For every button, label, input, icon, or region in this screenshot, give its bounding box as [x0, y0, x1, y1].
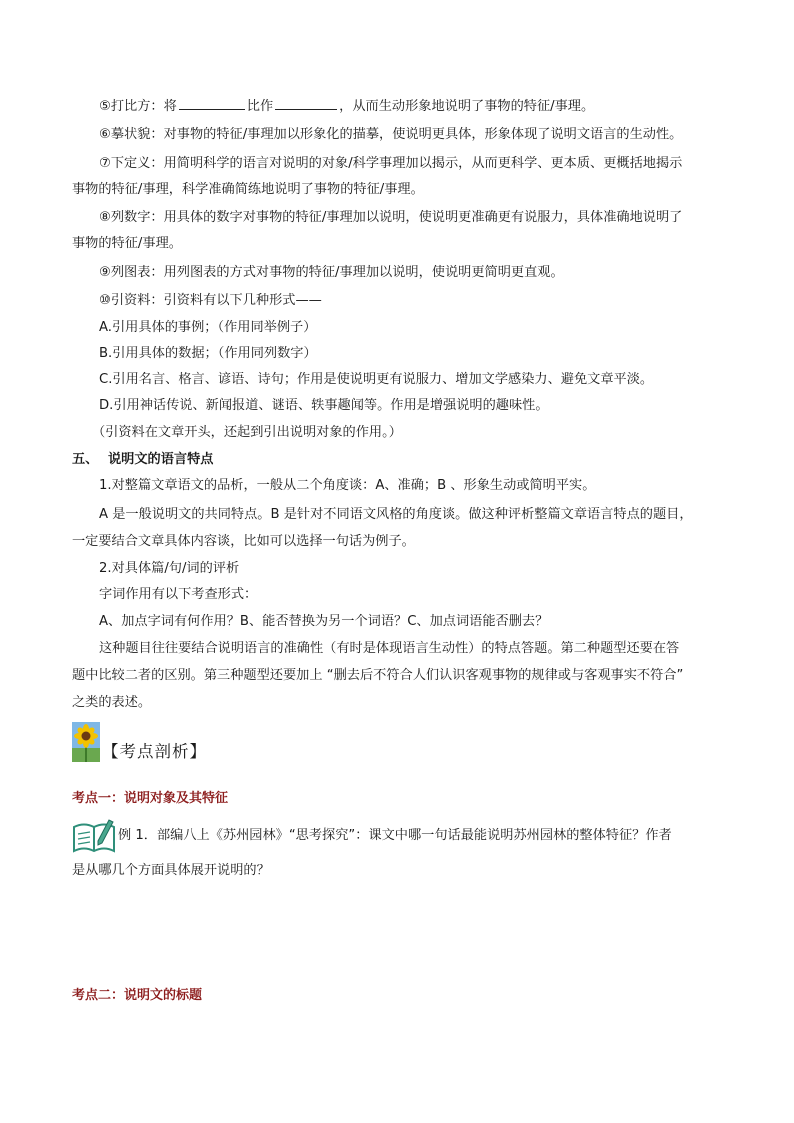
- method-citation: ⑩引资料：引资料有以下几种形式——: [99, 293, 322, 308]
- section-number: 五、: [72, 452, 99, 467]
- citation-note: （引资料在文章开头，还起到引出说明对象的作用。）: [92, 425, 402, 440]
- language-point-6-line1: 这种题目往往要结合说明语言的准确性（有时是体现语言生动性）的特点答题。第二种题型还要在答: [99, 641, 680, 656]
- book-pencil-icon: [72, 817, 116, 853]
- answer-blank-2[interactable]: [275, 96, 337, 110]
- method-charts: ⑨列图表：用列图表的方式对事物的特征/事理加以说明，使说明更简明更直观。: [99, 265, 564, 280]
- citation-a: A.引用具体的事例；（作用同举例子）: [99, 320, 317, 335]
- section-title: 说明文的语言特点: [108, 452, 214, 467]
- point-1-heading: 考点一：说明对象及其特征: [72, 791, 229, 806]
- citation-d: D.引用神话传说、新闻报道、谜语、轶事趣闻等。作用是增强说明的趣味性。: [99, 398, 549, 413]
- analysis-heading: [72, 722, 207, 762]
- language-point-2-line1: A 是一般说明文的共同特点。B 是针对不同语文风格的角度谈。做这种评析整篇文章语言特点的题目，: [99, 507, 693, 522]
- language-point-6-line3: 之类的表述。: [72, 695, 152, 710]
- language-point-6-line2: 题中比较二者的区别。第三种题型还要加上 “删去后不符合人们认识客观事物的规律或与客观事实不符合”: [72, 668, 684, 683]
- method-definition-line2: 事物的特征/事理，科学准确简练地说明了事物的特征/事理。: [72, 182, 424, 197]
- example-1-text-line1: 例 1．部编八上《苏州园林》“思考探究”：课文中哪一句话最能说明苏州园林的整体特征？作者: [118, 828, 672, 843]
- method-numbers-line2: 事物的特征/事理。: [72, 236, 182, 251]
- method-metaphor: [99, 96, 732, 116]
- example-1: [72, 817, 732, 855]
- answer-blank-1[interactable]: [179, 96, 245, 110]
- section-heading: [72, 451, 732, 469]
- language-point-1: 1.对整篇文章语文的品析，一般从二个角度谈：A、准确；B 、形象生动或简明平实。: [99, 478, 596, 493]
- point-2-heading: 考点二：说明文的标题: [72, 988, 203, 1003]
- language-point-5: A、加点字词有何作用？B、能否替换为另一个词语？C、加点词语能否删去？: [99, 614, 549, 629]
- analysis-title: 【考点剖析】: [102, 742, 207, 761]
- metaphor-text-b: 比作: [246, 99, 274, 114]
- method-numbers-line1: ⑧列数字：用具体的数字对事物的特征/事理加以说明，使说明更准确更有说服力，具体准确地说明了: [99, 210, 683, 225]
- language-point-4: 字词作用有以下考查形式：: [99, 587, 258, 602]
- sunflower-icon: [72, 722, 100, 762]
- citation-b: B.引用具体的数据；（作用同列数字）: [99, 346, 317, 361]
- method-definition-line1: ⑦下定义：用简明科学的语言对说明的对象/科学事理加以揭示，从而更科学、更本质、更概括地揭示: [99, 156, 683, 171]
- metaphor-text-c: ，从而生动形象地说明了事物的特征/事理。: [339, 99, 595, 114]
- citation-c: C.引用名言、格言、谚语、诗句；作用是使说明更有说服力、增加文学感染力、避免文章平淡。: [99, 372, 654, 387]
- metaphor-text-a: ⑤打比方：将: [99, 99, 177, 114]
- method-description: ⑥摹状貌：对事物的特征/事理加以形象化的描摹，使说明更具体，形象体现了说明文语言的生动性。: [99, 127, 683, 142]
- example-1-text-line2: 是从哪几个方面具体展开说明的？: [72, 863, 270, 878]
- language-point-2-line2: 一定要结合文章具体内容谈，比如可以选择一句话为例子。: [72, 534, 415, 549]
- language-point-3: 2.对具体篇/句/词的评析: [99, 561, 240, 576]
